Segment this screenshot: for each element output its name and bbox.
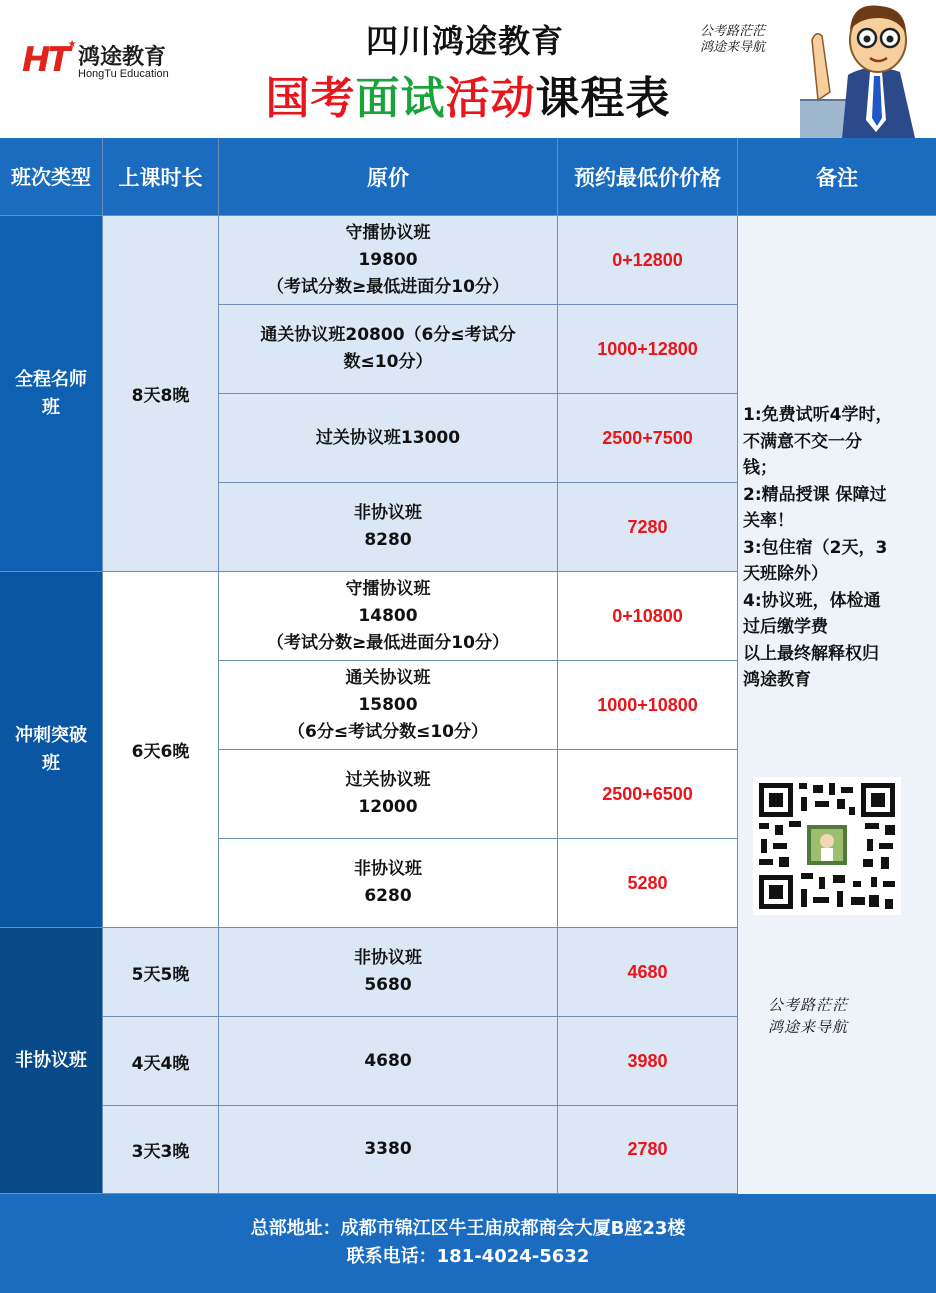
footer-address: 总部地址：成都市锦江区牛王庙成都商会大厦B座23楼 [250,1218,686,1239]
bottom-slogan-line1: 公考路茫茫 [768,996,849,1014]
original-price-cell [219,572,558,661]
price-line: 4680 [364,1050,412,1071]
remarks-line: 1:免费试听4学时， [743,405,893,425]
price-line: 通关协议班20800（6分≤考试分 [260,325,516,345]
page-title-line1: 四川鸿途教育 [365,22,564,60]
duration-cell: 6天6晚 [103,572,219,928]
original-price-cell [219,928,558,1017]
page-title-line2 [0,62,936,126]
remarks-line: 过后缴学费 [743,617,828,637]
page-header [0,0,936,138]
reservation-price-cell: 5280 [558,839,738,928]
remarks-text [743,402,933,694]
price-line: 5680 [364,975,412,995]
remarks-line: 钱； [743,458,777,478]
original-price-cell [219,750,558,839]
bottom-slogan-line2: 鸿途来导航 [768,1018,849,1036]
title-part-mianshi: 面试 [355,73,446,124]
title-part-huodong: 活动 [445,73,536,124]
price-line: 3380 [364,1139,412,1159]
price-line: 过关协议班 [345,770,431,790]
remarks-line: 鸿途教育 [743,670,811,690]
reservation-price-cell: 0+12800 [558,216,738,305]
reservation-price-cell: 3980 [558,1017,738,1106]
duration-cell: 3天3晚 [103,1106,219,1194]
header-slogan [700,24,765,56]
original-price-cell [219,216,558,305]
original-price-cell [219,661,558,750]
original-price-cell [219,1106,558,1194]
footer-phone[interactable]: 联系电话：181-4024-5632 [346,1246,590,1267]
price-line: 6280 [364,886,412,906]
column-header-remarks: 备注 [738,138,936,216]
price-line: 通关协议班 [345,667,431,688]
price-line: 过关协议班13000 [315,427,461,448]
price-line: 15800 [358,694,418,715]
price-line: 数≤10分） [343,352,433,372]
price-line: 14800 [358,605,418,626]
price-line: 非协议班 [354,859,422,879]
original-price-cell [219,305,558,394]
column-header-duration: 上课时长 [103,138,219,216]
original-price-cell [219,1017,558,1106]
remarks-line: 3:包住宿（2天，3 [743,537,888,558]
cartoon-teacher-illustration [800,0,936,160]
group-name-cell: 全程名师班 [0,216,103,572]
column-header-original-price: 原价 [219,138,558,216]
reservation-price-cell: 1000+12800 [558,305,738,394]
remarks-cell [738,216,936,1194]
duration-cell: 8天8晚 [103,216,219,572]
column-header-class-type: 班次类型 [0,138,103,216]
title-part-kechengbiao: 课程表 [535,73,671,124]
price-line: 12000 [358,797,418,817]
remarks-line: 以上最终解释权归 [743,643,879,664]
original-price-cell [219,483,558,572]
price-line: 19800 [358,249,418,270]
reservation-price-cell: 4680 [558,928,738,1017]
title-part-guokao: 国考 [265,73,356,124]
qr-code[interactable] [753,777,901,915]
price-line: （考试分数≥最低进面分10分） [267,276,509,297]
reservation-price-cell: 2780 [558,1106,738,1194]
price-line: 守擂协议班 [345,222,431,243]
remarks-line: 天班除外） [743,564,828,584]
price-line: （6分≤考试分数≤10分） [288,721,488,742]
logo-mark: HT★ [22,38,74,80]
duration-cell: 5天5晚 [103,928,219,1017]
price-line: （考试分数≥最低进面分10分） [267,632,509,653]
remarks-line: 不满意不交一分 [743,431,862,452]
group-name-cell: 冲刺突破班 [0,572,103,928]
duration-cell: 4天4晚 [103,1017,219,1106]
price-line: 非协议班 [354,948,422,968]
remarks-line: 2:精品授课 保障过 [743,484,887,505]
bottom-slogan [768,994,848,1038]
reservation-price-cell: 0+10800 [558,572,738,661]
logo-english-name: HongTu Education [78,68,169,80]
logo-chinese-name: 鸿途教育 [78,45,167,70]
header-slogan-line2: 鸿途来导航 [700,40,766,55]
price-line: 8280 [364,530,412,550]
price-line: 守擂协议班 [345,578,431,599]
original-price-cell [219,394,558,483]
remarks-line: 4:协议班，体检通 [743,590,881,611]
group-name-cell: 非协议班 [0,928,103,1194]
original-price-cell [219,839,558,928]
page-footer [0,1194,936,1293]
column-header-reservation-price: 预约最低价价格 [558,138,738,216]
reservation-price-cell: 1000+10800 [558,661,738,750]
reservation-price-cell: 2500+6500 [558,750,738,839]
reservation-price-cell: 7280 [558,483,738,572]
reservation-price-cell: 2500+7500 [558,394,738,483]
header-slogan-line1: 公考路茫茫 [700,24,766,39]
remarks-line: 关率！ [743,511,794,531]
price-line: 非协议班 [354,503,422,523]
